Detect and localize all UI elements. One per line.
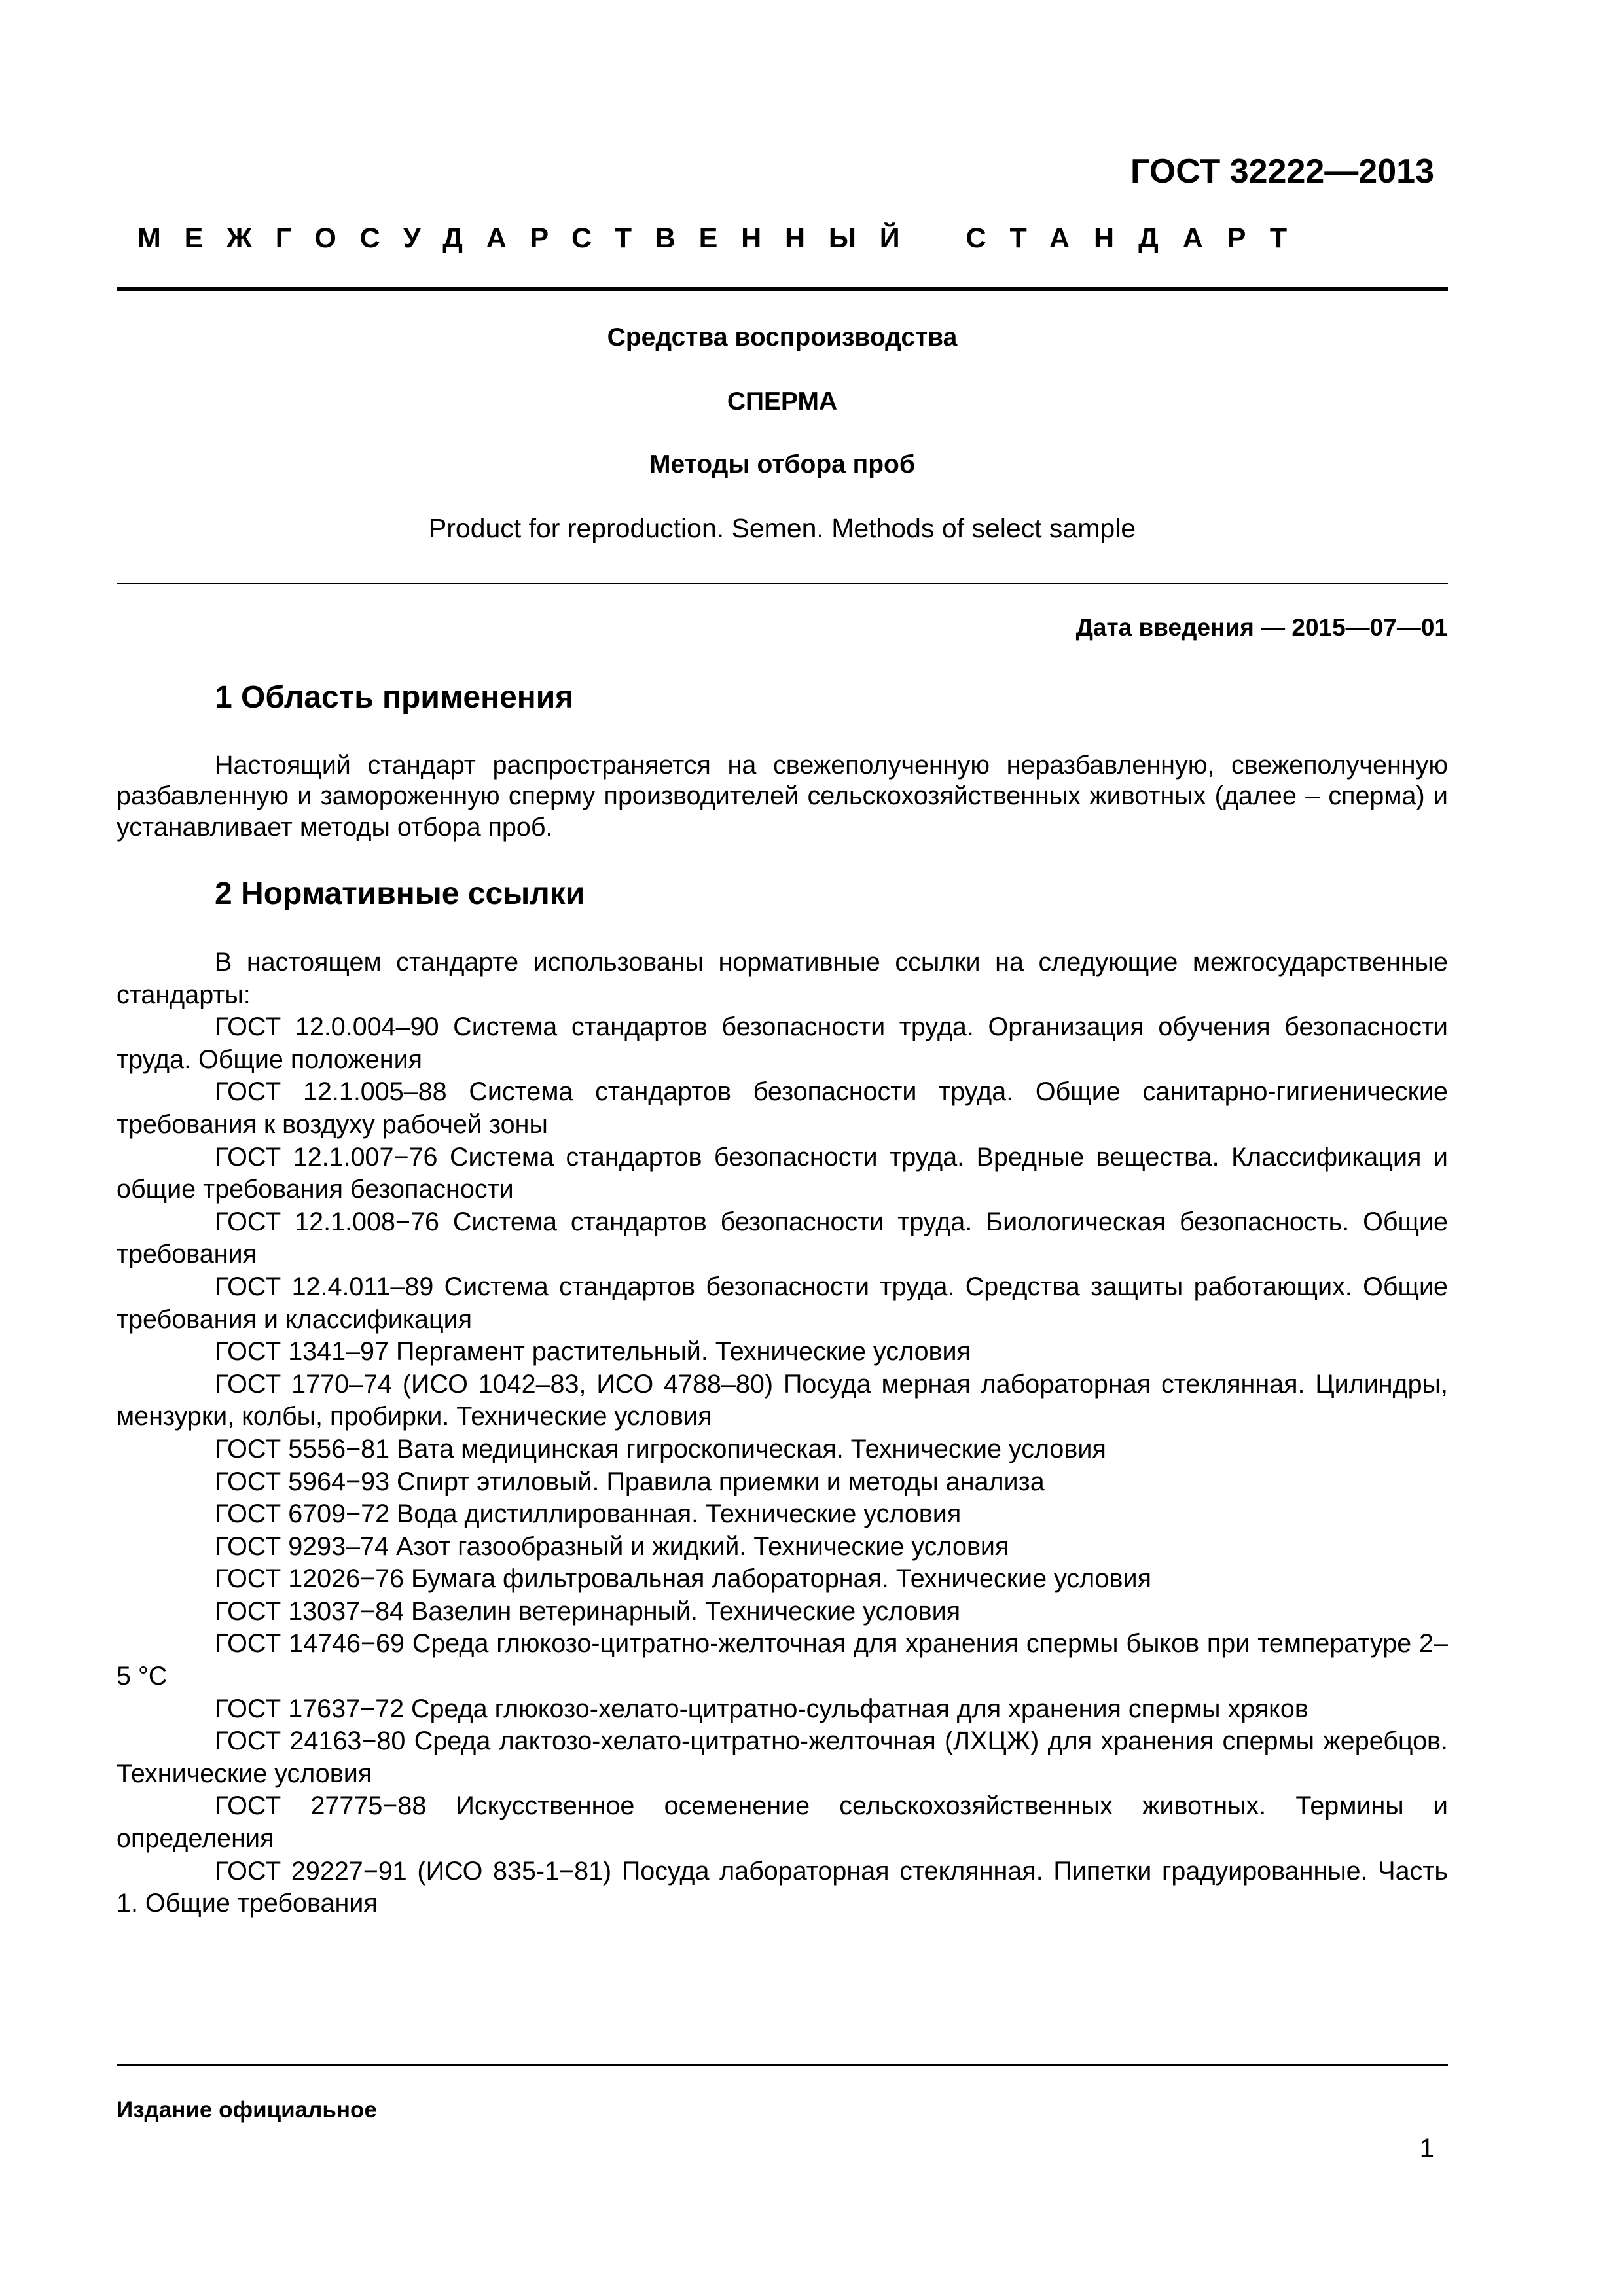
reference-item: ГОСТ 14746−69 Среда глюкозо-цитратно-желточная для хранения спермы быков при температуре 2–5 °С <box>117 1629 1448 1691</box>
reference-item: ГОСТ 12026−76 Бумага фильтровальная лабораторная. Технические условия <box>215 1564 1151 1594</box>
banner-word-standard: СТАНДАРТ <box>965 223 1312 254</box>
banner-word-interstate: МЕЖГОСУДАРСТВЕННЫЙ <box>137 223 924 254</box>
section-1-heading: 1 Область применения <box>215 680 574 715</box>
section-1-paragraph: Настоящий стандарт распространяется на свежеполученную неразбавленную, свежеполученную разбавленную и замороженную сперму производителей сельскохозяйственных животных (далее – сперма) и устанавливает методы отбора проб. <box>117 751 1448 842</box>
section-2-heading: 2 Нормативные ссылки <box>215 876 585 911</box>
official-edition-label: Издание официальное <box>117 2097 377 2123</box>
reference-item: ГОСТ 5556−81 Вата медицинская гигроскопическая. Технические условия <box>215 1434 1106 1463</box>
reference-item: ГОСТ 5964−93 Спирт этиловый. Правила приемки и методы анализа <box>215 1467 1045 1496</box>
title-english: Product for reproduction. Semen. Methods of select sample <box>428 513 1136 543</box>
section-2-body <box>117 946 1448 1920</box>
reference-item: ГОСТ 13037−84 Вазелин ветеринарный. Технические условия <box>215 1596 961 1626</box>
reference-item: ГОСТ 12.1.005–88 Система стандартов безопасности труда. Общие санитарно-гигиенические требования к воздуху рабочей зоны <box>117 1077 1448 1139</box>
standard-number: ГОСТ 32222—2013 <box>1130 152 1434 190</box>
title-line-2: СПЕРМА <box>727 387 838 416</box>
reference-item: ГОСТ 17637−72 Среда глюкозо-хелато-цитратно-сульфатная для хранения спермы хряков <box>215 1694 1308 1723</box>
reference-item: ГОСТ 24163−80 Среда лактозо-хелато-цитратно-желточная (ЛХЦЖ) для хранения спермы жеребцов. Технические условия <box>117 1727 1448 1788</box>
section-1-body <box>117 750 1448 843</box>
title-line-1: Средства воспроизводства <box>607 323 958 351</box>
reference-item: ГОСТ 12.4.011–89 Система стандартов безопасности труда. Средства защиты работающих. Общие требования и классификация <box>117 1272 1448 1334</box>
reference-item: ГОСТ 27775−88 Искусственное осеменение сельскохозяйственных животных. Термины и определения <box>117 1791 1448 1854</box>
reference-item: ГОСТ 29227−91 (ИСО 835-1−81) Посуда лабораторная стеклянная. Пипетки градуированные. Часть 1. Общие требования <box>117 1856 1448 1918</box>
reference-item: ГОСТ 12.1.008−76 Система стандартов безопасности труда. Биологическая безопасность. Общие требования <box>117 1207 1448 1269</box>
reference-item: ГОСТ 1341–97 Пергамент растительный. Технические условия <box>215 1337 971 1367</box>
section-2-intro: В настоящем стандарте использованы нормативные ссылки на следующие межгосударственные стандарты: <box>117 948 1448 1009</box>
title-divider <box>117 583 1448 584</box>
header-divider <box>117 287 1448 291</box>
reference-item: ГОСТ 12.0.004–90 Система стандартов безопасности труда. Организация обучения безопасности труда. Общие положения <box>117 1013 1448 1074</box>
reference-item: ГОСТ 1770–74 (ИСО 1042–83, ИСО 4788–80) Посуда мерная лабораторная стеклянная. Цилиндры, мензурки, колбы, пробирки. Технические условия <box>117 1369 1448 1431</box>
reference-item: ГОСТ 6709−72 Вода дистиллированная. Технические условия <box>215 1499 962 1529</box>
title-line-3: Методы отбора проб <box>649 450 915 478</box>
reference-item: ГОСТ 12.1.007−76 Система стандартов безопасности труда. Вредные вещества. Классификация и общие требования безопасности <box>117 1142 1448 1204</box>
page-number: 1 <box>1419 2134 1434 2162</box>
interstate-standard-banner <box>137 223 1311 255</box>
reference-item: ГОСТ 9293–74 Азот газообразный и жидкий. Технические условия <box>215 1532 1009 1561</box>
footer-divider <box>117 2064 1448 2066</box>
introduction-date: Дата введения — 2015—07—01 <box>1075 614 1448 641</box>
